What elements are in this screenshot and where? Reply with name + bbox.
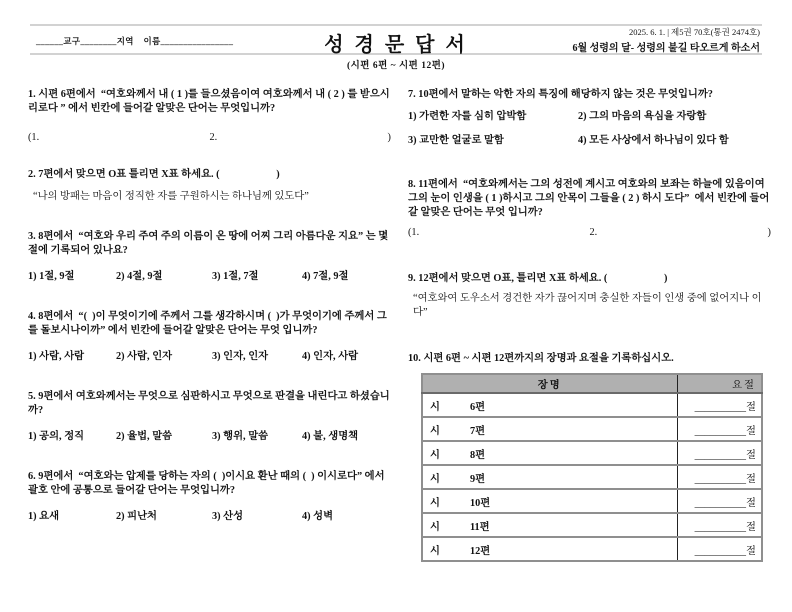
question-6-stem: 6. 9편에서 “여호와는 압제를 당하는 자의 ( )이시요 환난 때의 ( ) 이시로다” 에서 괄호 안에 공통으로 들어갈 단어는 무엇입니까? [28,471,388,496]
question-1-answer-line [28,131,391,145]
question-9-quote: “여호와여 도우소서 경건한 자가 끊어지며 충실한 자들이 인생 중에 없어지나 이다” [413,293,762,318]
question-2 [28,168,391,204]
question-1-stem: 1. 시편 6편에서 “여호와께서 내 ( 1 )를 들으셨음이여 여호와께서 내 ( 2 ) 를 받으시리로다 ” 에서 빈칸에 들어갈 알맞은 단어는 무엇입니까? [28,89,390,114]
option-2: 2) 율법, 말씀 [116,431,173,442]
option-4: 4) 불, 생명책 [302,431,359,442]
parish-region-name-fields: ______교구________지역 이름________________ [36,36,234,46]
question-2-quote: “나의 방패는 마음이 정직한 자를 구원하시는 하나님께 있도다” [33,191,309,202]
answer-blank-1-open: (1. [408,227,420,238]
question-7-stem: 7. 10편에서 말하는 악한 자의 특징에 해당하지 않는 것은 무엇입니까? [408,89,713,100]
right-column [408,88,771,562]
psalm-range-subtitle: (시편 6편 ~ 시편 12편) [346,61,446,71]
option-4: 4) 7절, 9절 [302,271,349,282]
column-header-key-verse: 요절 [677,374,762,393]
table-header-row [422,374,762,393]
question-1 [28,88,391,145]
chapter-number: 8편 [469,449,486,461]
option-4: 4) 모든 사상에서 하나님이 있다 함 [578,135,729,146]
question-2-stem: 2. 7편에서 맞으면 O표 틀리면 X표 하세요. ( ) [28,169,280,180]
table-row [422,417,762,441]
option-3: 3) 산성 [212,511,244,522]
verse-blank: __________절 [677,417,762,441]
question-4 [28,310,391,364]
question-3-options [28,270,391,284]
question-5-stem: 5. 9편에서 여호와께서는 무엇으로 심판하시고 무엇으로 판결을 내린다고 하셨습니까? [28,391,390,416]
answer-blank-1-open: (1. [28,132,40,143]
option-2: 2) 그의 마음의 욕심을 자랑함 [578,111,707,122]
question-8-answer-line [408,226,771,240]
monthly-theme: 6월 성령의 달- 성령의 불길 타오르게 하소서 [572,43,760,54]
table-row [422,513,762,537]
question-5 [28,390,391,444]
answer-close-paren: ) [767,227,771,238]
answer-close-paren: ) [387,132,391,143]
option-1: 1) 사람, 사람 [28,351,85,362]
question-7 [408,88,771,148]
answer-blank-2: 2. [209,132,218,143]
verse-blank: __________절 [677,513,762,537]
table-row [422,537,762,561]
verse-blank: __________절 [677,465,762,489]
question-6 [28,470,391,524]
book-abbrev: 시 [430,449,440,461]
table-row [422,465,762,489]
page-title: 성 경 문 답 서 [324,34,468,56]
question-9 [408,272,771,320]
option-2: 2) 4절, 9절 [116,271,163,282]
verse-blank: __________절 [677,441,762,465]
chapter-verse-table [421,373,763,562]
column-header-chapter-title: 장명 [422,374,677,393]
question-7-options [408,110,771,148]
chapter-number: 10편 [469,497,491,509]
issue-info: 2025. 6. 1. | 제5권 70호(통권 2474호) [628,27,760,37]
option-3: 3) 교만한 얼굴로 말함 [408,135,504,146]
book-abbrev: 시 [430,401,440,413]
option-1: 1) 요새 [28,511,60,522]
book-abbrev: 시 [430,497,440,509]
option-1: 1) 1절, 9절 [28,271,75,282]
option-1: 1) 공의, 정직 [28,431,85,442]
question-10-stem: 10. 시편 6편 ~ 시편 12편까지의 장명과 요절을 기록하십시오. [408,353,674,364]
verse-blank: __________절 [677,393,762,417]
book-abbrev: 시 [430,521,440,533]
chapter-number: 7편 [469,425,486,437]
verse-blank: __________절 [677,537,762,561]
question-10 [408,352,771,562]
option-2: 2) 피난처 [116,511,157,522]
verse-blank: __________절 [677,489,762,513]
option-3: 3) 1절, 7절 [212,271,259,282]
question-3-stem: 3. 8편에서 “여호와 우리 주여 주의 이름이 온 땅에 어찌 그리 아름다운 지요” 는 몇 절에 기록되어 있나요? [28,231,391,256]
book-abbrev: 시 [430,545,440,557]
chapter-number: 6편 [469,401,486,413]
option-4: 4) 성벽 [302,511,334,522]
question-6-options [28,510,391,524]
table-row [422,441,762,465]
option-1: 1) 가련한 자를 심히 압박함 [408,111,527,122]
question-4-options [28,350,391,364]
chapter-number: 9편 [469,473,486,485]
question-8-stem: 8. 11편에서 “여호와께서는 그의 성전에 계시고 여호와의 보좌는 하늘에 있음이여 그의 눈이 인생을 ( 1 )하시고 그의 안목이 그들을 ( 2 ) 하시 도다” 에서 빈칸에 들어갈 알맞은 단어는 무엇 입니까? [408,179,770,218]
book-abbrev: 시 [430,425,440,437]
question-9-stem: 9. 12편에서 맞으면 O표, 틀리면 X표 하세요. ( ) [408,273,668,284]
option-4: 4) 인자, 사람 [302,351,359,362]
question-3 [28,230,391,284]
option-3: 3) 인자, 인자 [212,351,269,362]
option-3: 3) 행위, 말씀 [212,431,269,442]
question-8 [408,178,771,240]
book-abbrev: 시 [430,473,440,485]
chapter-number: 12편 [469,545,491,557]
table-row [422,489,762,513]
left-column [28,88,391,550]
option-2: 2) 사람, 인자 [116,351,173,362]
chapter-number: 11편 [469,521,490,533]
answer-blank-2: 2. [589,227,598,238]
question-4-stem: 4. 8편에서 “( )이 무엇이기에 주께서 그를 생각하시며 ( )가 무엇이기에 주께서 그를 돌보시나이까” 에서 빈칸에 들어갈 알맞은 단어는 무엇 입니까? [28,311,387,336]
table-row [422,393,762,417]
question-5-options [28,430,391,444]
